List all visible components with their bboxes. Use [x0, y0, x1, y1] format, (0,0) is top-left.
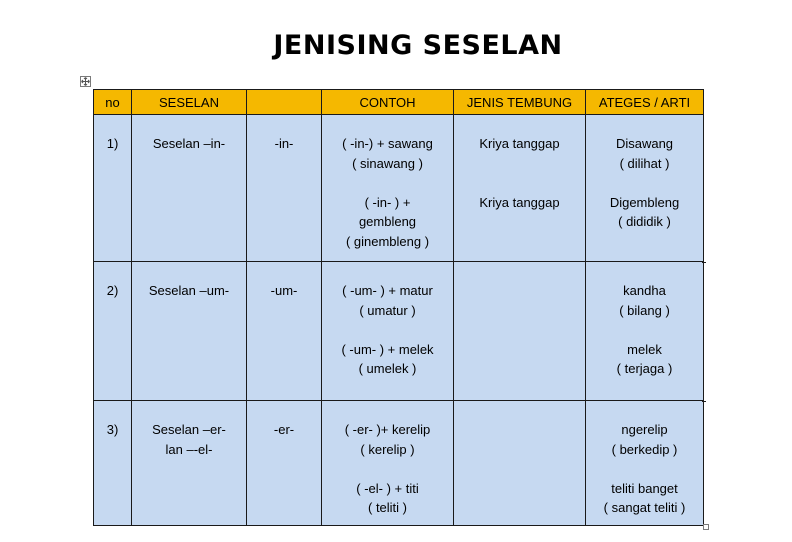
seselan-table — [93, 89, 704, 526]
row-border-extension — [702, 401, 706, 402]
contoh-line: ( kerelip ) — [360, 441, 415, 457]
contoh-line: gembleng — [358, 214, 417, 229]
contoh-line: ( -in- ) + — [364, 194, 411, 210]
contoh-line: ( teliti ) — [368, 500, 407, 515]
contoh-line: ( umelek ) — [358, 361, 417, 376]
table-row — [94, 115, 704, 262]
affix-text: -in- — [274, 136, 294, 151]
jenis-text: Kriya tanggap — [479, 136, 560, 151]
row-number: 3) — [106, 422, 119, 437]
arti-line: ( terjaga ) — [616, 361, 673, 376]
table-header-row — [94, 90, 704, 115]
seselan-name: lan –-el- — [165, 441, 213, 457]
arti-line: ( dididik ) — [618, 214, 671, 229]
header-jenis-tembung: JENIS TEMBUNG — [454, 90, 586, 115]
header-no: no — [94, 90, 132, 115]
header-ateges-arti: ATEGES / ARTI — [586, 90, 704, 115]
cell-affix — [247, 262, 322, 401]
cell-jenis — [454, 262, 586, 401]
cell-contoh — [322, 401, 454, 526]
header-affix — [247, 90, 322, 115]
page-title: JENISING SESELAN — [273, 30, 563, 61]
cell-contoh — [322, 262, 454, 401]
arti-line: ( berkedip ) — [611, 441, 678, 457]
row-border-extension — [702, 262, 706, 263]
cell-arti — [586, 401, 704, 526]
jenis-text: Kriya tanggap — [479, 194, 560, 210]
arti-line: kandha — [623, 283, 666, 298]
contoh-line: ( -in-) + sawang — [342, 136, 433, 151]
seselan-name: Seselan –er- — [152, 422, 226, 437]
affix-text: -um- — [270, 283, 298, 298]
arti-line: ( sangat teliti ) — [603, 500, 686, 515]
seselan-name: Seselan –in- — [152, 136, 226, 151]
cell-contoh — [322, 115, 454, 262]
cell-no — [94, 401, 132, 526]
cell-arti — [586, 262, 704, 401]
arti-line: ( dilihat ) — [619, 155, 670, 171]
cell-seselan — [132, 401, 247, 526]
cell-affix — [247, 115, 322, 262]
arti-line: ( bilang ) — [619, 302, 670, 318]
arti-line: teliti banget — [611, 480, 678, 496]
header-seselan: SESELAN — [132, 90, 247, 115]
contoh-line: ( -um- ) + melek — [341, 341, 434, 357]
cell-no — [94, 115, 132, 262]
affix-text: -er- — [273, 422, 295, 437]
table-resize-icon[interactable] — [703, 524, 709, 530]
cell-no — [94, 262, 132, 401]
contoh-line: ( -el- ) + titi — [356, 480, 419, 496]
cell-arti — [586, 115, 704, 262]
arti-line: Disawang — [615, 136, 674, 151]
contoh-line: ( umatur ) — [359, 302, 416, 318]
cell-jenis — [454, 115, 586, 262]
arti-line: Digembleng — [609, 194, 680, 210]
table-row — [94, 401, 704, 526]
table-move-icon[interactable] — [80, 76, 91, 87]
header-contoh: CONTOH — [322, 90, 454, 115]
row-number: 1) — [106, 136, 119, 151]
arti-line: ngerelip — [621, 422, 668, 437]
contoh-line: ( ginembleng ) — [345, 233, 430, 249]
cell-jenis — [454, 401, 586, 526]
contoh-line: ( -er- )+ kerelip — [344, 422, 431, 437]
contoh-line: ( -um- ) + matur — [342, 283, 433, 298]
table-row — [94, 262, 704, 401]
seselan-name: Seselan –um- — [148, 283, 230, 298]
row-number: 2) — [106, 283, 119, 298]
cell-seselan — [132, 115, 247, 262]
cell-affix — [247, 401, 322, 526]
contoh-line: ( sinawang ) — [352, 155, 423, 171]
arti-line: melek — [627, 341, 662, 357]
cell-seselan — [132, 262, 247, 401]
